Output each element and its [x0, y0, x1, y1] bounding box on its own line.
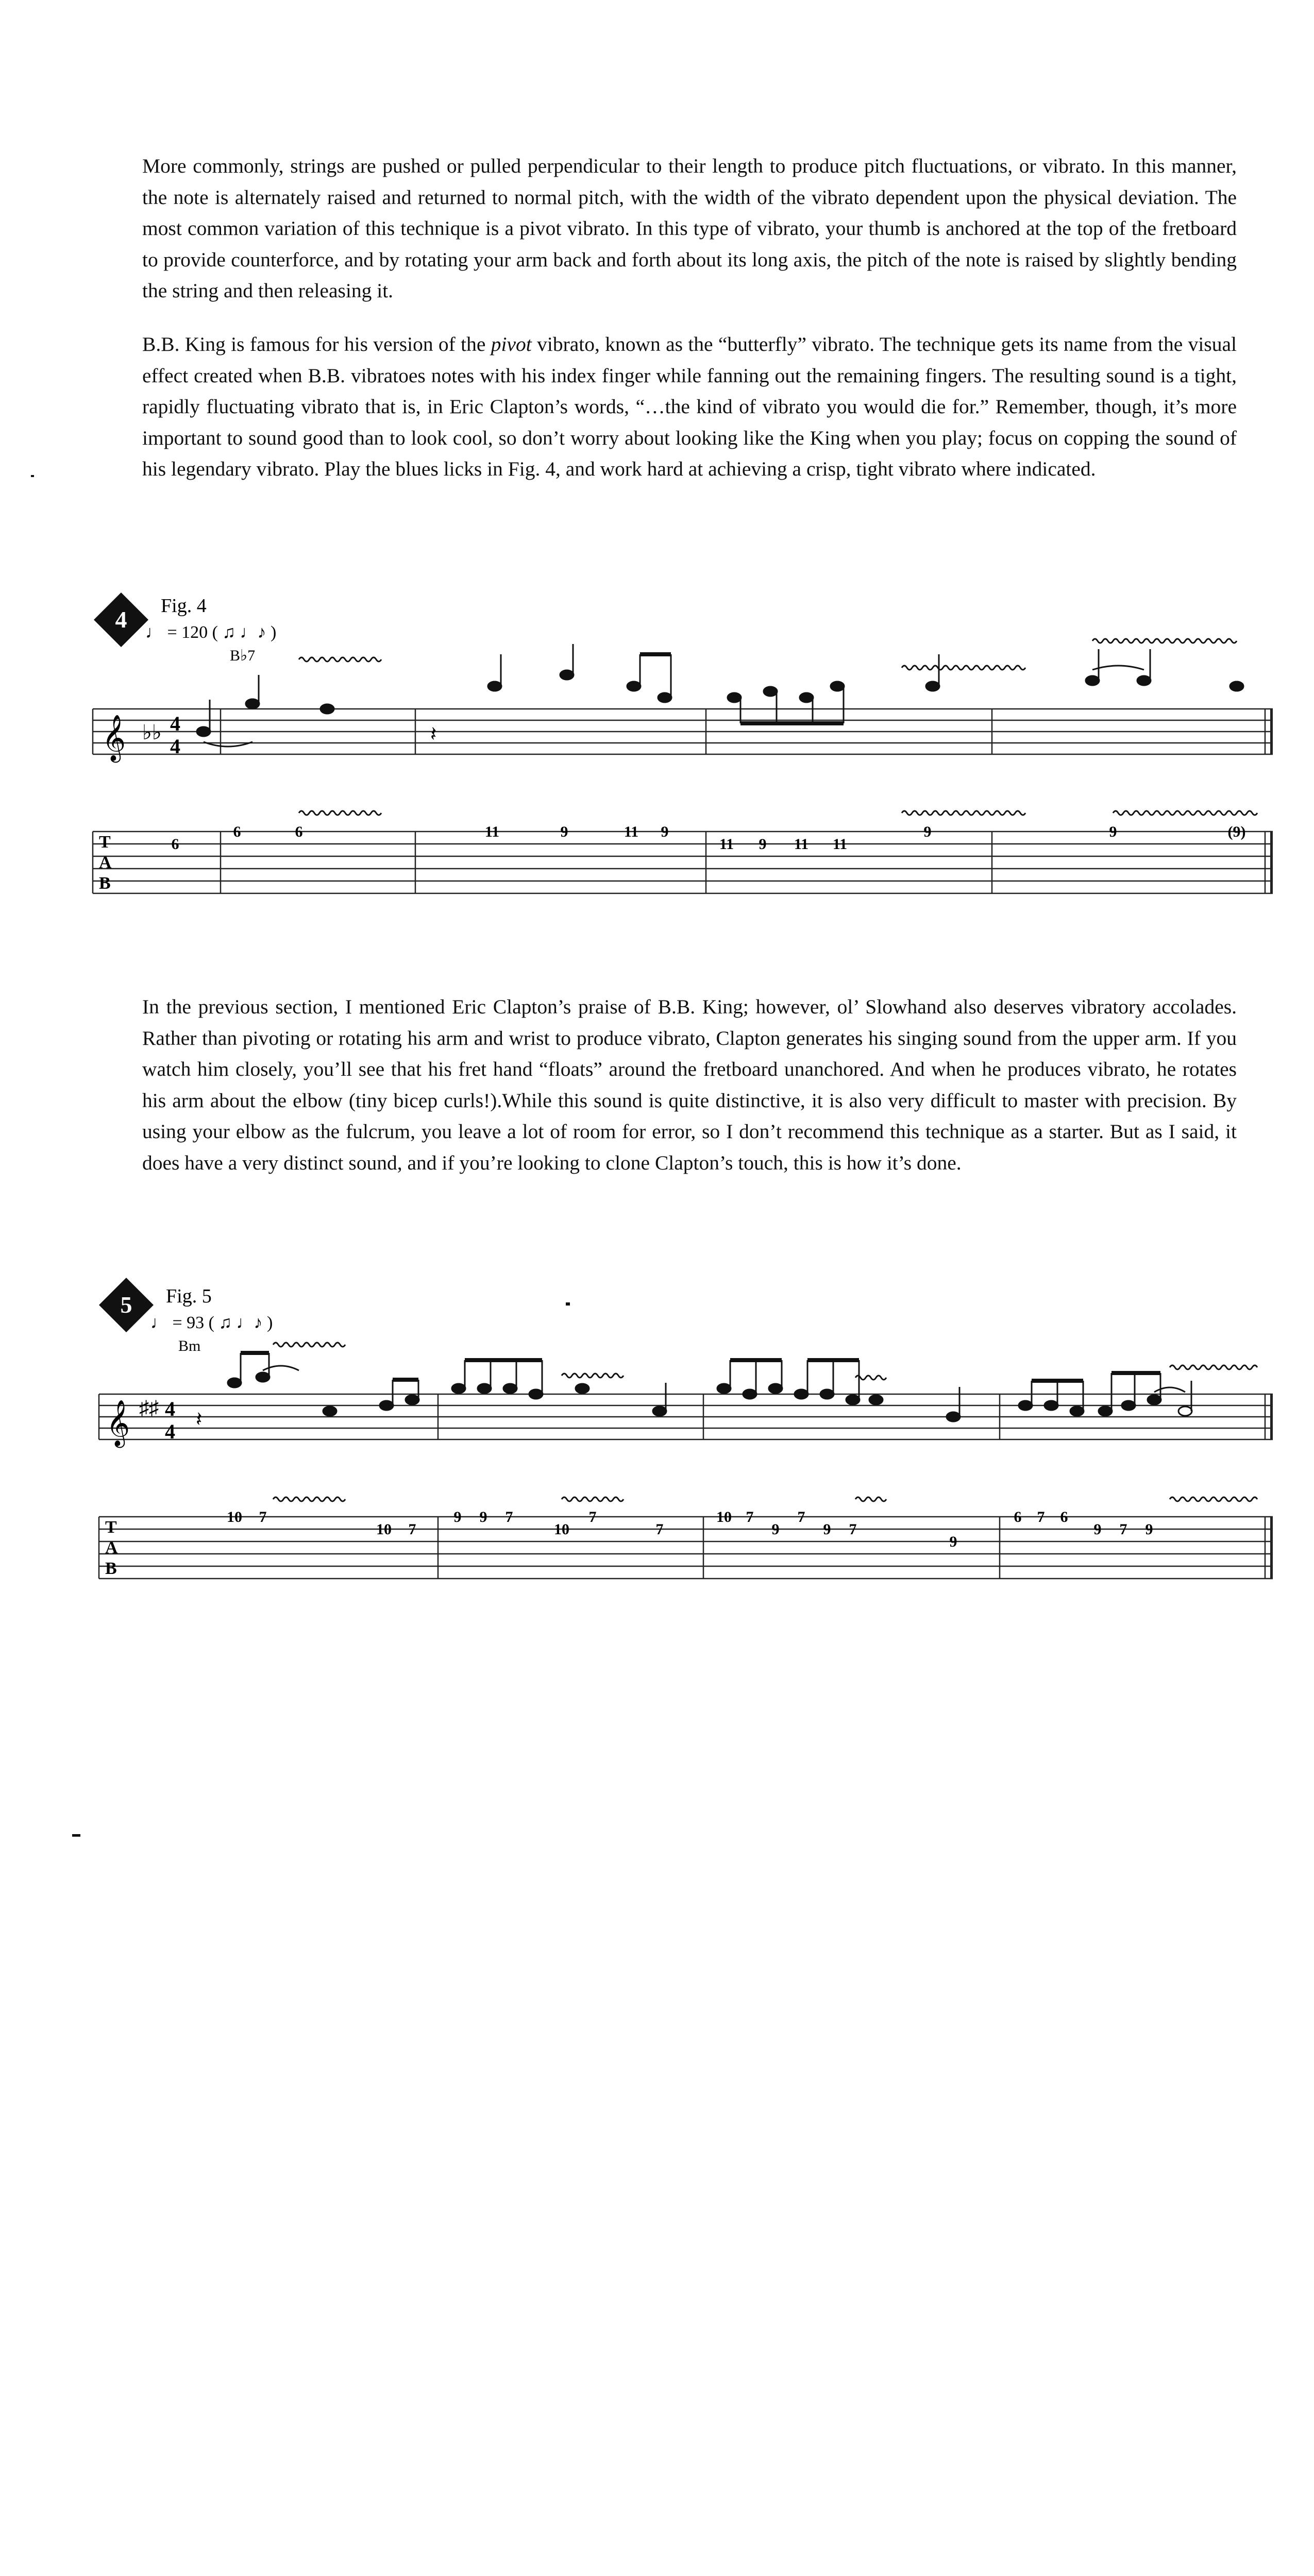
- fig5-tab-number: 6: [1014, 1509, 1022, 1526]
- fig4-treble-clef: 𝄞: [102, 715, 126, 760]
- fig5-tab-number: 9: [771, 1521, 780, 1538]
- paragraph-clapton-vibrato: In the previous section, I mentioned Eric Clapton’s praise of B.B. King; however, ol’ Slowhand also deserves vibratory accolades. Rather than pivoting or rotating his arm and wrist to produce vibrato, Clapton generates his singing sound from the upper arm. If you watch him closely, you’ll see that his fret hand “floats” around the fretboard unanchored. And when he produces vibrato, he rotates his arm about the elbow (tiny bicep curls!).While this sound is quite distinctive, it is also very difficult to master with precision. By using your elbow as the fulcrum, you leave a lot of room for error, so I don’t recommend this technique as a starter. But as I said, it does have a very distinct sound, and if you’re looking to clone Clapton’s touch, this is how it’s done.: [142, 995, 1237, 1174]
- paragraph-butterfly-vibrato: [142, 329, 1237, 485]
- fig4-tab-number: 9: [759, 836, 767, 853]
- figure-4: [88, 587, 1273, 917]
- figure-5: [88, 1273, 1273, 1602]
- svg-text:𝄽: 𝄽: [196, 1408, 203, 1431]
- fig4-tempo: ♩ = 120 ( ♫ ♩♪ ): [145, 623, 277, 642]
- fig5-tab-number: 9: [1093, 1521, 1102, 1538]
- fig5-tab-number: 7: [849, 1521, 857, 1538]
- fig4-notation: [88, 587, 1273, 917]
- fig4-vibrato-marks: [204, 639, 1237, 747]
- fig5-tab-number: 10: [554, 1521, 569, 1538]
- fig5-tab-number: 7: [655, 1521, 664, 1538]
- fig5-tab-number: 7: [746, 1509, 754, 1526]
- fig5-tab-number: 10: [716, 1509, 732, 1526]
- fig4-rests: [430, 722, 436, 745]
- fig5-tab-number: 7: [588, 1509, 597, 1526]
- fig5-tab-number: 7: [259, 1509, 267, 1526]
- fig5-tab-number: 9: [1145, 1521, 1153, 1538]
- fig5-tab-letter-t: T: [105, 1518, 117, 1537]
- fig5-time-bottom: 4: [165, 1420, 175, 1443]
- fig4-tab-number: 11: [719, 836, 734, 853]
- fig5-staff: [99, 1394, 1273, 1439]
- fig5-tab-number: 10: [376, 1521, 392, 1538]
- fig5-tab-number: 9: [823, 1521, 831, 1538]
- fig5-tab-number: 6: [1060, 1509, 1068, 1526]
- stray-mark: [31, 475, 34, 477]
- fig5-tab-number: 10: [227, 1509, 242, 1526]
- fig4-tab-letter-a: A: [99, 853, 112, 872]
- fig4-tab-vibrato-marks: [299, 811, 1257, 815]
- fig5-badge: [99, 1278, 154, 1332]
- stray-mark: [566, 1302, 570, 1306]
- fig5-key-signature: ♯♯: [139, 1397, 159, 1419]
- fig5-tab-number: 9: [479, 1509, 487, 1526]
- fig4-key-signature: ♭♭: [142, 721, 162, 744]
- fig5-rests: [196, 1408, 202, 1431]
- fig5-badge-number: 5: [120, 1292, 132, 1318]
- fig4-tab-number: 9: [1109, 823, 1117, 840]
- fig4-tab-number: 6: [171, 836, 179, 853]
- fig4-tab-letter-t: T: [99, 833, 111, 852]
- fig5-tab-letter-b: B: [105, 1559, 117, 1578]
- fig5-tempo: ♩ = 93 ( ♫ ♩♪ ): [150, 1313, 273, 1332]
- fig4-time-bottom: 4: [170, 735, 180, 758]
- fig5-chord: Bm: [178, 1337, 201, 1354]
- fig5-treble-clef: 𝄞: [106, 1400, 130, 1445]
- fig5-vibrato-marks: [263, 1343, 1257, 1392]
- fig4-time-top: 4: [170, 712, 180, 735]
- fig4-tab-number: 9: [560, 823, 568, 840]
- fig4-tab-letter-b: B: [99, 874, 111, 893]
- fig4-badge-number: 4: [115, 606, 127, 633]
- svg-text:𝄽: 𝄽: [430, 722, 437, 745]
- fig5-tab-number: 7: [1119, 1521, 1127, 1538]
- fig5-notation: [88, 1273, 1273, 1602]
- fig4-tab-number: 11: [624, 823, 639, 840]
- fig4-tab-numbers: [172, 823, 1246, 853]
- fig4-tab-number: 11: [484, 823, 500, 840]
- stray-mark: [72, 1834, 80, 1837]
- fig4-tab-number: 11: [832, 836, 848, 853]
- fig4-badge: [94, 592, 148, 647]
- fig5-notes: [228, 1353, 1192, 1421]
- fig5-tab-number: 9: [453, 1509, 462, 1526]
- fig4-chord: B♭7: [230, 647, 256, 664]
- p2-emphasis-pivot: pivot: [491, 333, 532, 355]
- fig5-tab-number: 7: [408, 1521, 416, 1538]
- fig4-tab-number: 6: [233, 823, 241, 840]
- fig4-label: Fig. 4: [161, 595, 207, 617]
- fig4-tab-number: (9): [1227, 823, 1246, 840]
- fig5-tab-vibrato-marks: [273, 1497, 1257, 1501]
- p2-text-before: B.B. King is famous for his version of the: [142, 333, 491, 355]
- fig4-tab-number: 6: [295, 823, 303, 840]
- fig4-staff: [93, 709, 1273, 754]
- fig5-tab-number: 7: [1037, 1509, 1045, 1526]
- fig4-tab-number: 11: [794, 836, 809, 853]
- fig5-tab-number: 9: [949, 1533, 957, 1550]
- fig4-tab-number: 9: [661, 823, 669, 840]
- p2-text-after: vibrato, known as the “butterfly” vibrato. The technique gets its name from the visual effect created when B.B. vibratoes notes with his index finger while fanning out the remaining fingers. The resulting sound is a tight, rapidly fluctuating vibrato that is, in Eric Clapton’s words, “…the kind of vibrato you would die for.” Remember, though, it’s more important to sound good than to look cool, so don’t worry about looking like the King when you play; focus on copping the sound of his legendary vibrato. Play the blues licks in Fig. 4, and work hard at achieving a crisp, tight vibrato where indicated.: [142, 333, 1237, 480]
- fig4-tab-number: 9: [923, 823, 932, 840]
- fig4-tab-staff: [93, 832, 1273, 893]
- fig5-tab-letter-a: A: [105, 1538, 118, 1557]
- fig5-time-top: 4: [165, 1397, 175, 1420]
- fig5-label: Fig. 5: [166, 1285, 212, 1307]
- paragraph-pivot-vibrato: More commonly, strings are pushed or pulled perpendicular to their length to produce pitch fluctuations, or vibrato. In this manner, the note is alternately raised and returned to normal pitch, with the width of the vibrato dependent upon the physical deviation. The most common variation of this technique is a pivot vibrato. In this type of vibrato, your thumb is anchored at the top of the fretboard to provide counterforce, and by rotating your arm back and forth about its long axis, the pitch of the note is raised by slightly bending the string and then releasing it.: [142, 155, 1237, 302]
- fig5-tab-number: 7: [505, 1509, 513, 1526]
- fig5-tab-number: 7: [797, 1509, 805, 1526]
